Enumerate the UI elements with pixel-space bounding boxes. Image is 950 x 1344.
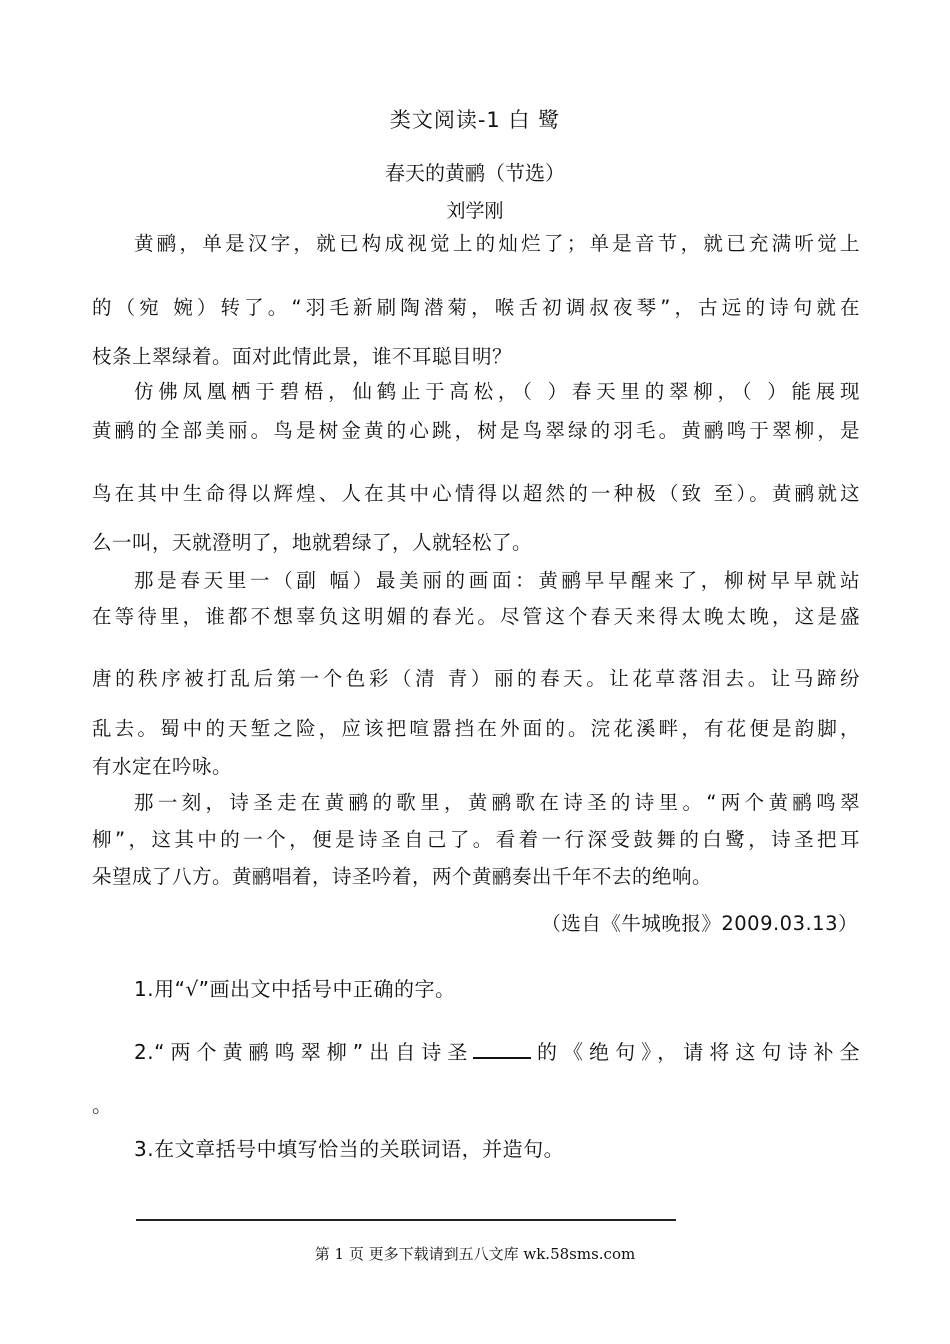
question-3: 3.在文章括号中填写恰当的关联词语，并造句。 (134, 1137, 565, 1161)
article-line: 黄鹂，单是汉字，就已构成视觉上的灿烂了；单是音节，就已充满听觉上 (134, 232, 860, 255)
article-line: 有水定在吟咏。 (92, 755, 233, 778)
article-line: 唐的秩序被打乱后第一个色彩（清 青）丽的春天。让花草落泪去。让马蹄纷 (92, 667, 860, 690)
article-title: 春天的黄鹂（节选） (385, 161, 565, 185)
answer-blank[interactable] (473, 1039, 531, 1059)
article-line: 么一叫，天就澄明了，地就碧绿了，人就轻松了。 (92, 531, 533, 554)
article-line: 乱去。蜀中的天堑之险，应该把喧嚣挡在外面的。浣花溪畔，有花便是韵脚， (92, 717, 860, 740)
article-author: 刘学刚 (446, 200, 504, 222)
article-line: 朵望成了八方。黄鹂唱着，诗圣吟着，两个黄鹂奏出千年不去的绝响。 (92, 865, 713, 888)
article-line: 黄鹂的全部美丽。鸟是树金黄的心跳，树是鸟翠绿的羽毛。黄鹂鸣于翠柳，是 (92, 419, 860, 442)
question-2-prompt: 2.“两个黄鹂鸣翠柳”出自诗圣 (134, 1040, 474, 1064)
question-2 (134, 1037, 860, 1067)
question-2-prompt-end: 的《绝句》，请将这句诗补全 (531, 1040, 860, 1064)
article-line: 在等待里，谁都不想辜负这明媚的春光。尽管这个春天来得太晚太晚，这是盛 (92, 605, 860, 628)
article-line: 枝条上翠绿着。面对此情此景，谁不耳聪目明？ (92, 345, 513, 368)
worksheet-title: 类文阅读-1 白 鹭 (389, 108, 561, 132)
article-line: 那是春天里一（副 幅）最美丽的画面：黄鹂早早醒来了，柳树早早就站 (134, 569, 860, 592)
page-footer: 第 1 页 更多下载请到五八文库 wk.58sms.com (314, 1245, 636, 1263)
footer-divider (136, 1219, 676, 1221)
article-source: （选自《牛城晚报》2009.03.13） (541, 912, 858, 935)
article-line: 的（宛 婉）转了。“羽毛新刷陶潜菊，喉舌初调叔夜琴”，古远的诗句就在 (92, 296, 860, 319)
question-1: 1.用“√”画出文中括号中正确的字。 (134, 977, 456, 1001)
article-line: 那一刻，诗圣走在黄鹂的歌里，黄鹂歌在诗圣的诗里。“两个黄鹂鸣翠 (134, 791, 860, 814)
article-line: 鸟在其中生命得以辉煌、人在其中心情得以超然的一种极（致 至）。黄鹂就这 (92, 482, 860, 505)
article-line: 仿佛凤凰栖于碧梧，仙鹤止于高松，（ ）春天里的翠柳，（ ）能展现 (134, 380, 860, 403)
article-line: 柳”，这其中的一个，便是诗圣自己了。看着一行深受鼓舞的白鹭，诗圣把耳 (92, 828, 860, 851)
question-2-continuation: 。 (92, 1093, 112, 1117)
